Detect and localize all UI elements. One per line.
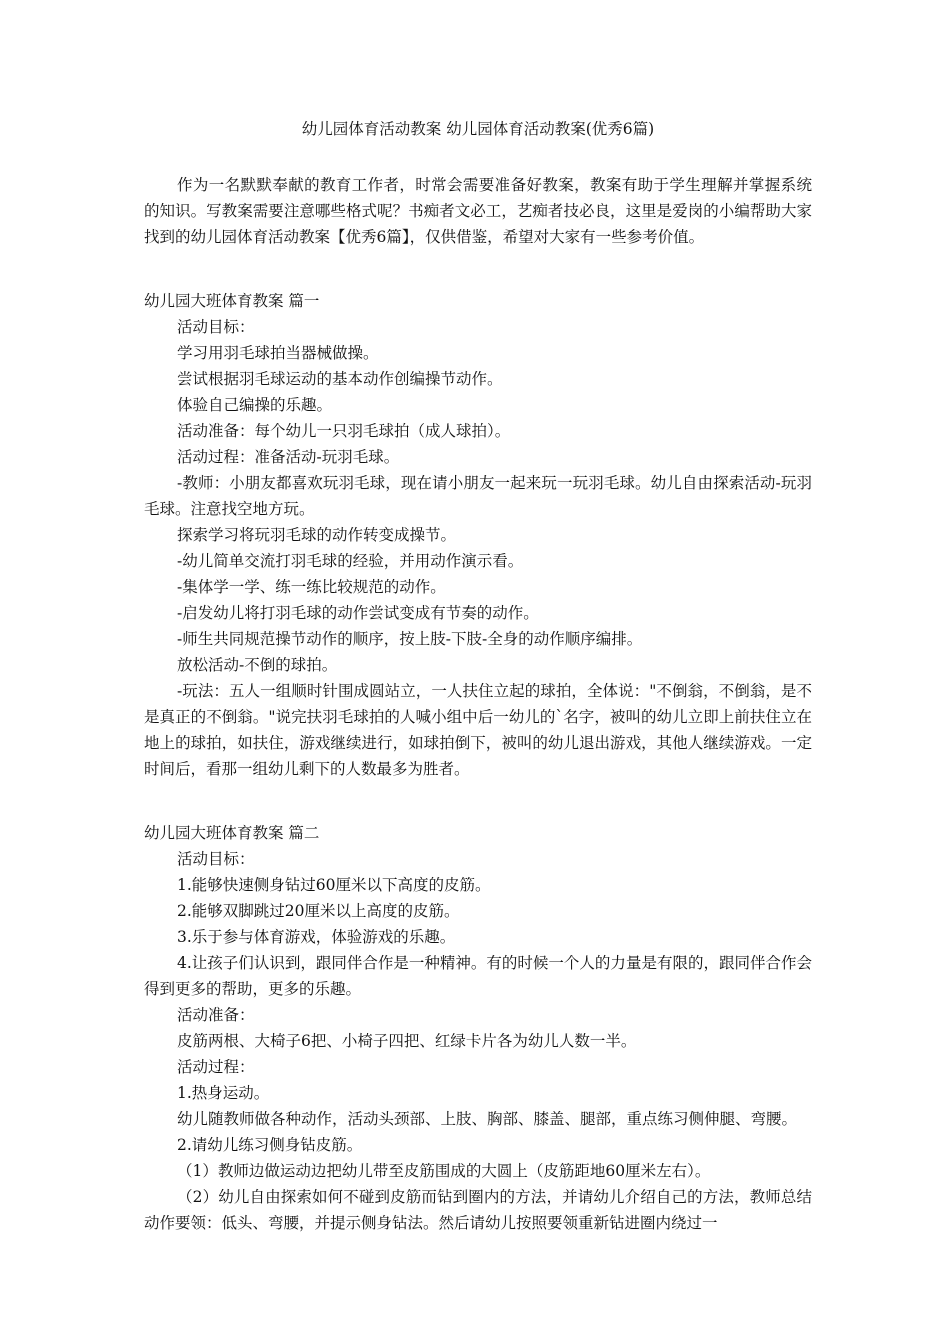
paragraph-line: -玩法：五人一组顺时针围成圆站立，一人扶住立起的球拍，全体说："不倒翁，不倒翁，是不是真正的不倒翁。"说完扶羽毛球拍的人喊小组中后一幼儿的`名字，被叫的幼儿立即上前扶住立在地上的球拍，如扶住，游戏继续进行，如球拍倒下，被叫的幼儿退出游戏，其他人继续游戏。一定时间后，看那一组幼儿剩下的人数最多为胜者。: [144, 682, 812, 778]
paragraph-line: （2）幼儿自由探索如何不碰到皮筋而钻到圈内的方法，并请幼儿介绍自己的方法，教师总结动作要领：低头、弯腰，并提示侧身钻法。然后请幼儿按照要领重新钻进圈内绕过一: [144, 1188, 812, 1232]
paragraph-line: -集体学一学、练一练比较规范的动作。: [177, 578, 446, 596]
paragraph-line: 活动目标：: [177, 318, 255, 336]
paragraph-line: （1）教师边做运动边把幼儿带至皮筋围成的大圆上（皮筋距地60厘米左右）。: [177, 1162, 711, 1180]
paragraph-line: 3.乐于参与体育游戏，体验游戏的乐趣。: [177, 928, 456, 946]
paragraph-line: -师生共同规范操节动作的顺序，按上肢-下肢-全身的动作顺序编排。: [177, 630, 643, 648]
paragraph-line: 尝试根据羽毛球运动的基本动作创编操节动作。: [177, 370, 503, 388]
paragraph-line: 活动过程：: [177, 1058, 255, 1076]
paragraph-line: 活动过程：准备活动-玩羽毛球。: [177, 448, 400, 466]
paragraph-line: 幼儿随教师做各种动作，活动头颈部、上肢、胸部、膝盖、腿部，重点练习侧伸腿、弯腰。: [177, 1110, 798, 1128]
paragraph-line: -启发幼儿将打羽毛球的动作尝试变成有节奏的动作。: [177, 604, 539, 622]
lesson-section-1: [144, 288, 812, 782]
paragraph-line: 活动准备：每个幼儿一只羽毛球拍（成人球拍）。: [177, 422, 511, 440]
lesson-section-2: [144, 820, 812, 1236]
paragraph-line: 放松活动-不倒的球拍。: [177, 656, 338, 674]
paragraph-line: 活动准备：: [177, 1006, 255, 1024]
paragraph-line: 2.能够双脚跳过20厘米以上高度的皮筋。: [177, 902, 460, 920]
section-title: 幼儿园大班体育教案 篇二: [144, 824, 320, 842]
intro-paragraph: 作为一名默默奉献的教育工作者，时常会需要准备好教案，教案有助于学生理解并掌握系统的知识。写教案需要注意哪些格式呢？书痴者文必工，艺痴者技必良，这里是爱岗的小编帮助大家找到的幼儿园体育活动教案【优秀6篇】，仅供借鉴，希望对大家有一些参考价值。: [144, 176, 812, 246]
paragraph-line: 1.能够快速侧身钻过60厘米以下高度的皮筋。: [177, 876, 491, 894]
paragraph-line: 活动目标：: [177, 850, 255, 868]
section-title: 幼儿园大班体育教案 篇一: [144, 292, 320, 310]
paragraph-line: 探索学习将玩羽毛球的动作转变成操节。: [177, 526, 457, 544]
document-title: 幼儿园体育活动教案 幼儿园体育活动教案(优秀6篇): [301, 120, 655, 138]
paragraph-line: 学习用羽毛球拍当器械做操。: [177, 344, 379, 362]
paragraph-line: 4.让孩子们认识到，跟同伴合作是一种精神。有的时候一个人的力量是有限的，跟同伴合作会得到更多的帮助，更多的乐趣。: [144, 954, 812, 998]
paragraph-line: 2.请幼儿练习侧身钻皮筋。: [177, 1136, 363, 1154]
paragraph-line: 体验自己编操的乐趣。: [177, 396, 333, 414]
paragraph-line: -教师：小朋友都喜欢玩羽毛球，现在请小朋友一起来玩一玩羽毛球。幼儿自由探索活动-玩羽毛球。注意找空地方玩。: [144, 474, 812, 518]
document-body: [144, 116, 812, 1274]
paragraph-line: 皮筋两根、大椅子6把、小椅子四把、红绿卡片各为幼儿人数一半。: [177, 1032, 637, 1050]
paragraph-line: 1.热身运动。: [177, 1084, 270, 1102]
paragraph-line: -幼儿简单交流打羽毛球的经验，并用动作演示看。: [177, 552, 524, 570]
